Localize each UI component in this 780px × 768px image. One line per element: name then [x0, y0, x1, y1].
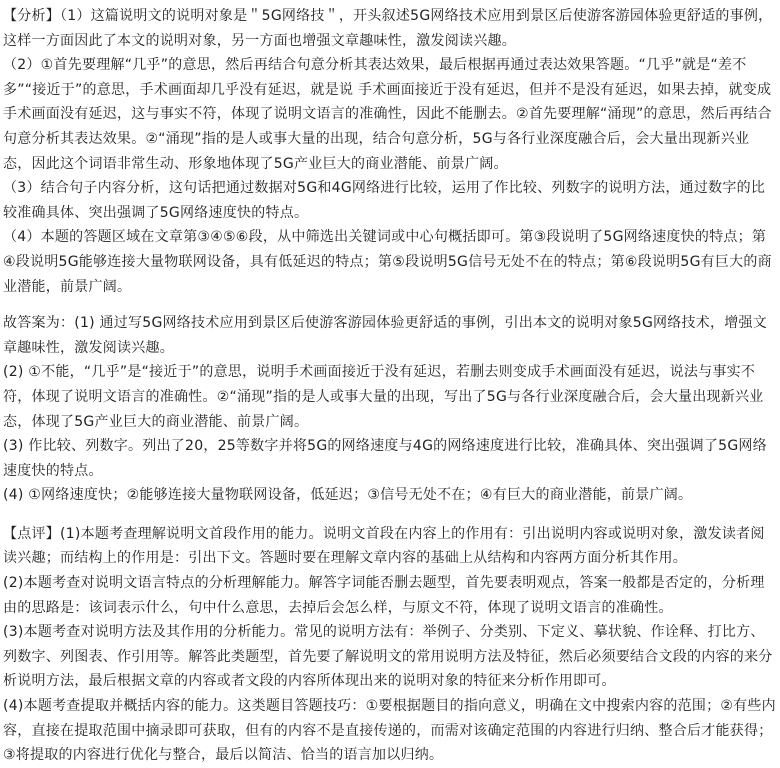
- analysis-part-3: （3）结合句子内容分析，这句话把通过数据对5G和4G网络进行比较，运用了作比较、列数字的说明方法，通过数字的比较准确具体、突出强调了5G网络速度快的特点。: [3, 180, 766, 221]
- analysis-part-4: （4）本题的答题区域在文章第③④⑤⑥段，从中筛选出关键词或中心句概括即可。第③段说明了5G网络速度快的特点；第④段说明5G能够连接大量物联网设备，具有低延迟的特点；第⑤段说明5G信号无处不在的特点；第⑥段说明5G有巨大的商业潜能，前景广阔。: [3, 229, 772, 295]
- review-part-4: (4)本题考查提取并概括内容的能力。这类题目答题技巧：①要根据题目的指向意义，明确在文中搜索内容的范围；②有些内容，直接在提取范围中摘录即可获取，但有的内容不是直接传递的，而需对该确定范围的内容进行归纳、整合后才能获得；③将提取的内容进行优化与整合，最后以简洁、恰当的语言加以归纳。: [3, 698, 776, 764]
- review-part-3: (3)本题考查对说明方法及其作用的分析能力。常见的说明方法有：举例子、分类别、下定义、摹状貌、作诠释、打比方、列数字、列图表、作引用等。解答此类题型，首先要了解说明文的常用说明方法及特征，然后必须要结合文段的内容的来分析说明方法，最后根据文章的内容或者文段的内容所体现出来的说明对象的特征来分析作用即可。: [3, 624, 773, 690]
- analysis-section: [3, 4, 776, 299]
- review-part-2: (2)本题考查对说明文语言特点的分析理解能力。解答字词能否删去题型，首先要表明观点，答案一般都是否定的，分析理由的思路是：该词表示什么，句中什么意思，去掉后会怎么样，与原文不符，体现了说明文语言的准确性。: [3, 575, 765, 616]
- review-part-1: 【点评】(1)本题考查理解说明文首段作用的能力。说明文首段在内容上的作用有：引出说明内容或说明对象，激发读者阅读兴趣；而结构上的作用是：引出下文。答题时要在理解文章内容的基础上从结构和内容两方面分析其作用。: [3, 525, 765, 567]
- answer-part-3: (3) 作比较、列数字。列出了20，25等数字并将5G的网络速度与4G的网络速度进行比较，准确具体、突出强调了5G网络速度快的特点。: [3, 438, 767, 479]
- answer-part-4: (4) ①网络速度快；②能够连接大量物联网设备，低延迟；③信号无处不在；④有巨大的商业潜能，前景广阔。: [3, 487, 693, 504]
- answer-section: [3, 311, 776, 508]
- review-section: [3, 522, 776, 768]
- analysis-part-2: （2）①首先要理解“几乎”的意思，然后再结合句意分析其表达效果，最后根据再通过表达效果答题。“几乎”就是“差不多”“接近于”的意思，手术画面却几乎没有延迟，就是说 手术画面接近于没有延迟，但并不是没有延迟，如果去掉，就变成手术画面没有延迟，这与事实不符，体现了说明文语言的准确性，因此不能删去。②首先要理解“涌现”的意思，然后再结合句意分析其表达效果。②“涌现”指的是人或事大量的出现，结合句意分析，5G与各行业深度融合后，会大量出现新兴业态，因此这个词语非常生动、形象地体现了5G产业巨大的商业潜能、前景广阔。: [3, 57, 772, 172]
- answer-part-2: (2) ①不能，“几乎”是“接近于”的意思，说明手术画面接近于没有延迟，若删去则变成手术画面没有延迟，说法与事实不符，体现了说明文语言的准确性。②“涌现”指的是人或事大量的出现，写出了5G与各行业深度融合后，会大量出现新兴业态，体现了5G产业巨大的商业潜能、前景广阔。: [3, 364, 764, 430]
- answer-part-1: 故答案为：(1) 通过写5G网络技术应用到景区后使游客游园体验更舒适的事例，引出本文的说明对象5G网络技术，增强文章趣味性，激发阅读兴趣。: [3, 315, 768, 356]
- analysis-part-1: 【分析】（1）这篇说明文的说明对象是＂5G网络技＂，开头叙述5G网络技术应用到景区后使游客游园体验更舒适的事例，这样一方面因此了本文的说明对象，另一方面也增强文章趣味性，激发阅读兴趣。: [3, 8, 773, 49]
- section-gap: [3, 299, 776, 311]
- section-gap: [3, 508, 776, 522]
